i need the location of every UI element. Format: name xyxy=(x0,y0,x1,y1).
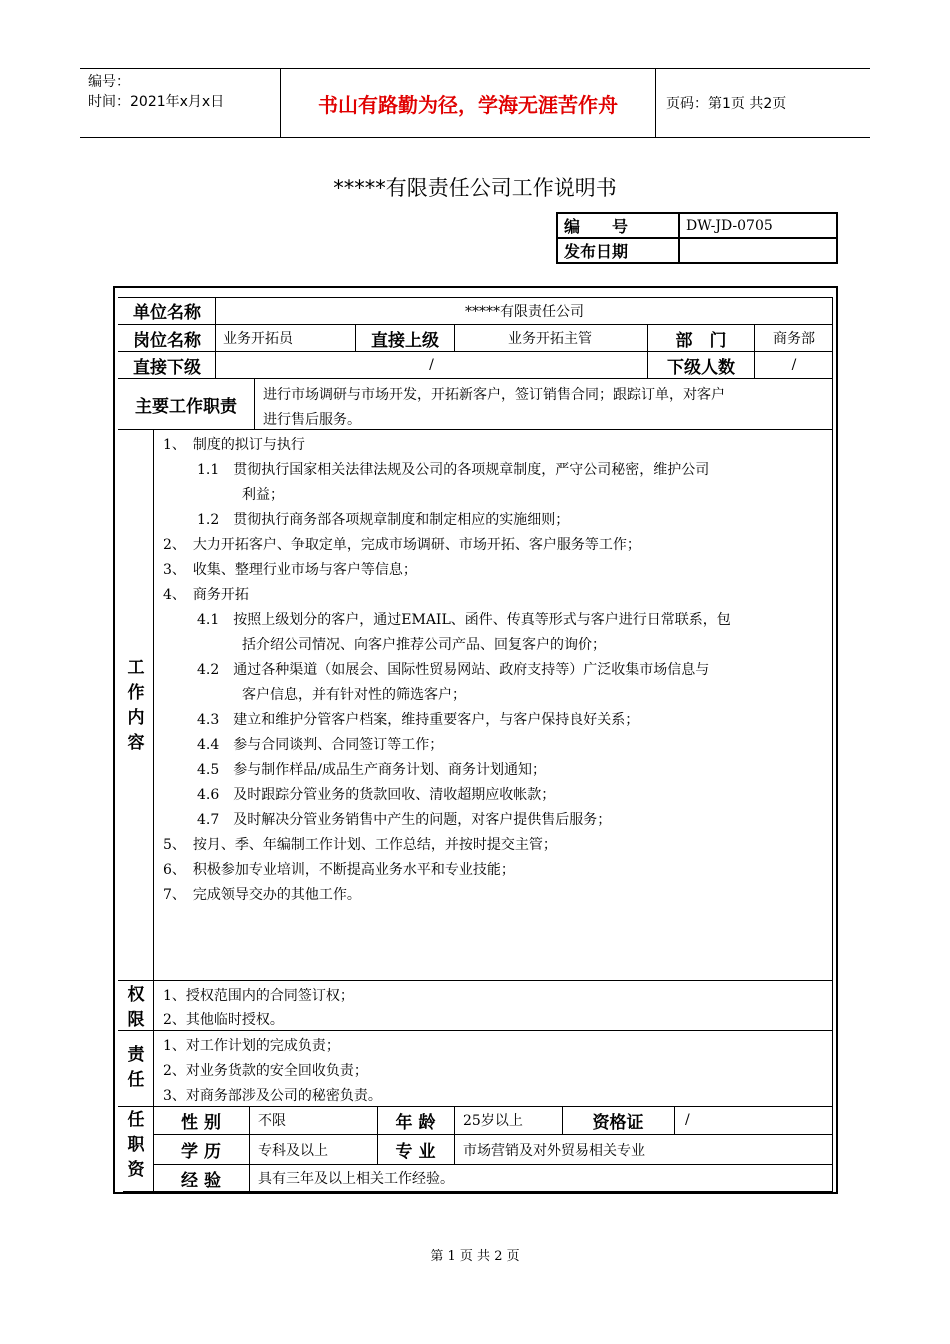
code-label: 编 号 xyxy=(557,213,679,238)
count-label: 下级人数 xyxy=(667,357,735,378)
page-info: 页码：第1页 共2页 xyxy=(666,96,787,112)
major-label: 专 业 xyxy=(395,1142,436,1162)
meta-table xyxy=(556,212,838,264)
col-line xyxy=(454,324,455,351)
content-line: 括介绍公司情况、向客户推荐公司产品、回复客户的询价； xyxy=(242,637,606,653)
duty-label: 主要工作职责 xyxy=(135,396,237,417)
sub-label: 直接下级 xyxy=(133,357,201,378)
date-line: 时间：2021年x月x日 xyxy=(88,94,225,110)
age-value: 25岁以上 xyxy=(463,1113,523,1129)
content-line: 1.1 贯彻执行国家相关法律法规及公司的各项规章制度，严守公司秘密，维护公司 xyxy=(197,462,710,478)
col-line xyxy=(153,980,154,1030)
col-line xyxy=(215,324,216,351)
major-value: 市场营销及对外贸易相关专业 xyxy=(463,1142,645,1159)
duty-line-1: 进行市场调研与市场开发，开拓新客户，签订销售合同；跟踪订单，对客户 xyxy=(263,387,725,403)
responsibility-label-char: 任 xyxy=(127,1070,145,1090)
job-description-form xyxy=(113,286,838,1194)
col-line xyxy=(454,1106,455,1164)
authority-label xyxy=(124,983,148,1033)
content-line: 7、 完成领导交办的其他工作。 xyxy=(163,887,361,903)
content-label-char: 作 xyxy=(127,683,145,703)
row-line xyxy=(118,429,833,430)
content-label-char: 工 xyxy=(127,658,145,678)
content-line: 3、 收集、整理行业市场与客户等信息； xyxy=(163,562,417,578)
experience-value: 具有三年及以上相关工作经验。 xyxy=(258,1171,454,1187)
header-left xyxy=(80,69,280,137)
col-line xyxy=(754,351,755,378)
motto: 书山有路勤为径，学海无涯苦作舟 xyxy=(280,69,656,137)
content-line: 4.7 及时解决分管业务销售中产生的问题，对客户提供售后服务； xyxy=(197,812,612,828)
qualification-label-char: 资 xyxy=(127,1160,145,1180)
education-label: 学 历 xyxy=(181,1142,221,1162)
authority-line: 2、其他临时授权。 xyxy=(163,1012,284,1028)
col-line xyxy=(153,1030,154,1106)
row-line xyxy=(123,1191,153,1193)
authority-label-char: 限 xyxy=(127,1010,145,1030)
content-line: 4.6 及时跟踪分管业务的货款回收、清收超期应收帐款； xyxy=(197,787,556,803)
content-label-char: 容 xyxy=(127,733,145,753)
content-label-char: 内 xyxy=(127,708,145,728)
experience-label: 经 验 xyxy=(181,1170,221,1191)
dept-label: 部 门 xyxy=(675,330,727,351)
post-value: 业务开拓员 xyxy=(223,331,293,347)
education-value: 专科及以上 xyxy=(258,1142,328,1159)
unit-label: 单位名称 xyxy=(133,303,201,323)
responsibility-line: 3、对商务部涉及公司的秘密负责。 xyxy=(163,1088,382,1104)
unit-value: *****有限责任公司 xyxy=(465,303,584,320)
qualification-label-char: 职 xyxy=(127,1135,145,1155)
col-line xyxy=(754,324,755,351)
col-line xyxy=(254,378,255,429)
superior-label: 直接上级 xyxy=(371,330,439,351)
authority-line: 1、授权范围内的合同签订权； xyxy=(163,988,354,1004)
superior-value: 业务开拓主管 xyxy=(508,331,592,347)
row-line xyxy=(153,1191,833,1192)
row-line xyxy=(118,980,833,981)
content-line: 2、 大力开拓客户、争取定单，完成市场调研、市场开拓、客户服务等工作； xyxy=(163,537,641,553)
dept-value: 商务部 xyxy=(773,331,815,347)
responsibility-line: 2、对业务货款的安全回收负责； xyxy=(163,1063,368,1079)
page-header xyxy=(80,68,870,138)
qualification-label xyxy=(124,1108,148,1183)
gender-value: 不限 xyxy=(258,1113,286,1129)
content-line: 利益； xyxy=(242,487,284,503)
responsibility-label xyxy=(124,1043,148,1093)
gender-label: 性 别 xyxy=(181,1112,221,1133)
document-title: *****有限责任公司工作说明书 xyxy=(333,176,617,200)
col-line xyxy=(215,297,216,324)
cert-label: 资格证 xyxy=(592,1112,644,1133)
col-line xyxy=(153,429,154,980)
responsibility-line: 1、对工作计划的完成负责； xyxy=(163,1038,340,1054)
sub-value: / xyxy=(429,357,434,373)
responsibility-label-char: 责 xyxy=(127,1045,145,1065)
number-label: 编号： xyxy=(88,74,130,90)
content-line: 5、 按月、季、年编制工作计划、工作总结，并按时提交主管； xyxy=(163,837,557,853)
content-line: 4、 商务开拓 xyxy=(163,587,249,603)
col-line xyxy=(355,324,356,351)
content-line: 4.5 参与制作样品/成品生产商务计划、商务计划通知； xyxy=(197,762,546,778)
content-line: 客户信息，并有针对性的筛选客户； xyxy=(242,687,466,703)
col-line xyxy=(215,351,216,378)
row-line xyxy=(118,297,833,298)
code-value: DW-JD-0705 xyxy=(679,213,837,238)
duty-line-2: 进行售后服务。 xyxy=(263,412,361,428)
content-line: 4.1 按照上级划分的客户，通过EMAIL、函件、传真等形式与客户进行日常联系，包 xyxy=(197,612,731,628)
row-line xyxy=(118,1030,833,1031)
content-line: 1.2 贯彻执行商务部各项规章制度和制定相应的实施细则； xyxy=(197,512,570,528)
col-line xyxy=(674,1106,675,1134)
count-value: / xyxy=(791,357,797,373)
age-label: 年 龄 xyxy=(395,1112,436,1133)
content-label xyxy=(124,656,148,756)
content-line: 4.4 参与合同谈判、合同签订等工作； xyxy=(197,737,444,753)
authority-label-char: 权 xyxy=(127,985,145,1005)
inner-right-border xyxy=(832,297,833,1192)
content-line: 6、 积极参加专业培训，不断提高业务水平和专业技能； xyxy=(163,862,515,878)
post-label: 岗位名称 xyxy=(133,330,201,351)
qualification-label-char: 任 xyxy=(127,1110,145,1130)
cert-value: / xyxy=(685,1112,690,1128)
content-line: 4.2 通过各种渠道（如展会、国际性贸易网站、政府支持等）广泛收集市场信息与 xyxy=(197,662,710,678)
col-line xyxy=(249,1106,250,1192)
page-footer: 第 1 页 共 2 页 xyxy=(430,1249,520,1264)
content-line: 4.3 建立和维护分管客户档案，维持重要客户，与客户保持良好关系； xyxy=(197,712,640,728)
content-line: 1、 制度的拟订与执行 xyxy=(163,437,305,453)
date-value xyxy=(679,238,837,263)
date-label: 发布日期 xyxy=(557,238,679,263)
